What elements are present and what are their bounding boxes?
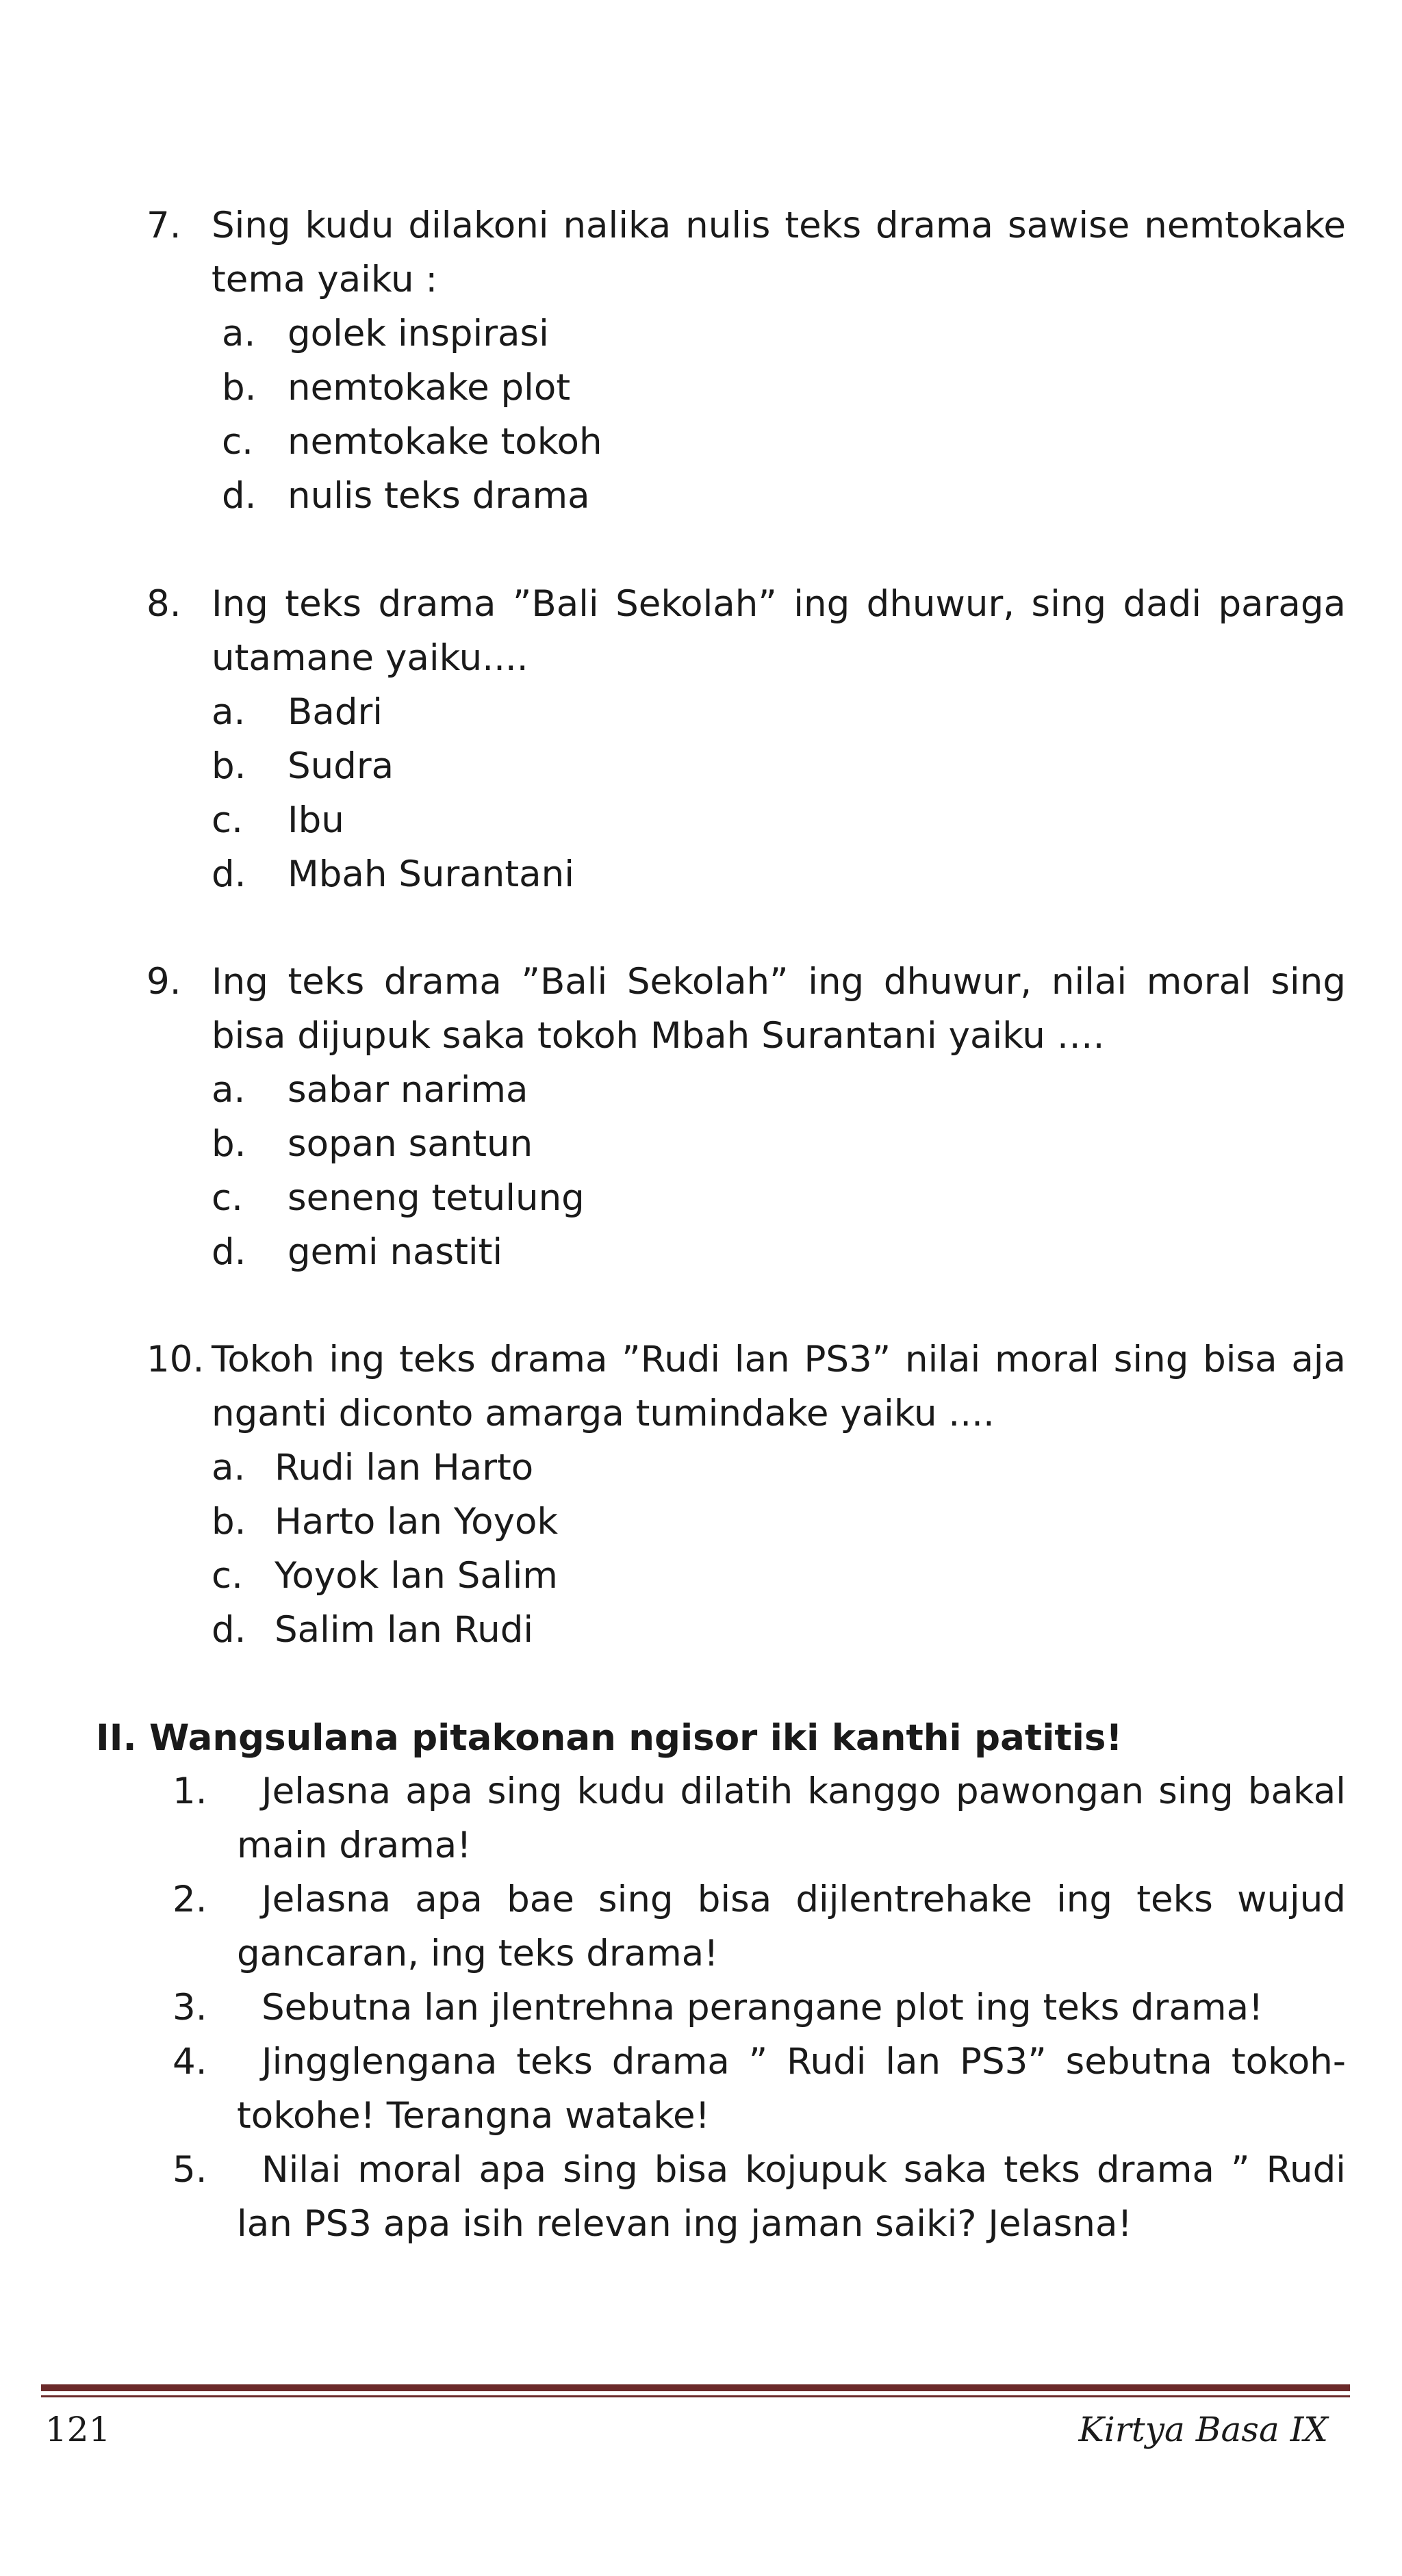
question-9	[146, 955, 1346, 1279]
option-letter: b.	[212, 1123, 246, 1165]
option-a	[146, 685, 1346, 739]
question-10	[146, 1332, 1346, 1657]
essay-text: Sebutna lan jlentrehna perangane plot ing teks drama!	[262, 1987, 1264, 2028]
option-c	[146, 1549, 1346, 1603]
option-letter: c.	[212, 1555, 243, 1597]
option-letter: a.	[212, 691, 246, 733]
option-c	[146, 1171, 1346, 1225]
option-letter: b.	[212, 1501, 246, 1543]
option-letter: a.	[212, 1447, 246, 1489]
option-d	[146, 1225, 1346, 1279]
option-d	[146, 469, 1346, 523]
option-text: Badri	[288, 691, 383, 733]
essay-text: Jingglengana teks drama ” Rudi lan PS3” sebutna tokoh-tokohe! Terangna watake!	[237, 2041, 1346, 2137]
question-number: 10.	[146, 1339, 205, 1380]
option-letter: d.	[212, 853, 246, 895]
option-letter: a.	[222, 313, 256, 355]
option-c	[146, 415, 1346, 469]
essay-question-5	[173, 2143, 1346, 2251]
option-c	[146, 793, 1346, 847]
option-letter: d.	[212, 1231, 246, 1273]
option-d	[146, 1603, 1346, 1657]
footer-divider-thin	[41, 2395, 1350, 2397]
page-number: 121	[45, 2410, 111, 2449]
option-a	[146, 307, 1346, 361]
option-text: Ibu	[288, 799, 344, 841]
question-7	[146, 198, 1346, 523]
option-list	[146, 1063, 1346, 1279]
option-list	[146, 1441, 1346, 1657]
essay-question-2	[173, 1872, 1346, 1981]
option-letter: d.	[222, 475, 257, 517]
option-letter: b.	[212, 745, 246, 787]
option-text: Yoyok lan Salim	[275, 1555, 558, 1597]
question-text: Sing kudu dilakoni nalika nulis teks drama sawise nemtokake tema yaiku :	[212, 205, 1346, 300]
question-number: 9.	[146, 961, 181, 1003]
question-number: 7.	[146, 205, 181, 246]
essay-number: 5.	[173, 2149, 207, 2191]
option-text: Rudi lan Harto	[275, 1447, 534, 1489]
option-d	[146, 847, 1346, 901]
option-letter: b.	[222, 367, 257, 409]
essay-question-4	[173, 2035, 1346, 2143]
option-text: Salim lan Rudi	[275, 1609, 534, 1651]
option-b	[146, 361, 1346, 415]
option-list	[146, 307, 1346, 523]
option-text: golek inspirasi	[288, 313, 549, 355]
option-letter: c.	[212, 799, 243, 841]
option-a	[146, 1063, 1346, 1117]
essay-number: 4.	[173, 2041, 207, 2083]
option-a	[146, 1441, 1346, 1495]
option-text: nulis teks drama	[288, 475, 590, 517]
essay-text: Jelasna apa bae sing bisa dijlentrehake ing teks wujud gancaran, ing teks drama!	[237, 1879, 1346, 1974]
section-ii-title: II. Wangsulana pitakonan ngisor iki kanthi patitis!	[96, 1717, 1123, 1759]
essay-text: Nilai moral apa sing bisa kojupuk saka teks drama ” Rudi lan PS3 apa isih relevan ing jaman saiki? Jelasna!	[237, 2149, 1346, 2245]
option-text: sopan santun	[288, 1123, 533, 1165]
option-text: seneng tetulung	[288, 1177, 585, 1219]
book-title: Kirtya Basa IX	[1078, 2410, 1328, 2449]
footer-divider-thick	[41, 2384, 1350, 2391]
option-text: Sudra	[288, 745, 394, 787]
option-text: Mbah Surantani	[288, 853, 574, 895]
option-b	[146, 1117, 1346, 1171]
question-text: Ing teks drama ”Bali Sekolah” ing dhuwur, sing dadi paraga utamane yaiku....	[212, 583, 1346, 679]
question-text: Ing teks drama ”Bali Sekolah” ing dhuwur, nilai moral sing bisa dijupuk saka tokoh Mbah Surantani yaiku ….	[212, 961, 1346, 1057]
option-text: nemtokake tokoh	[288, 421, 602, 463]
option-text: sabar narima	[288, 1069, 528, 1111]
question-8	[146, 577, 1346, 901]
option-text: nemtokake plot	[288, 367, 571, 409]
option-list	[146, 685, 1346, 901]
essay-number: 3.	[173, 1987, 207, 2028]
option-b	[146, 1495, 1346, 1549]
question-text: Tokoh ing teks drama ”Rudi lan PS3” nilai moral sing bisa aja nganti diconto amarga tumindake yaiku ....	[212, 1339, 1346, 1434]
essay-question-3	[173, 1981, 1346, 2035]
option-letter: a.	[212, 1069, 246, 1111]
question-number: 8.	[146, 583, 181, 625]
essay-number: 2.	[173, 1879, 207, 1920]
option-letter: c.	[222, 421, 253, 463]
essay-number: 1.	[173, 1770, 207, 1812]
essay-text: Jelasna apa sing kudu dilatih kanggo pawongan sing bakal main drama!	[237, 1770, 1346, 1866]
essay-question-1	[173, 1764, 1346, 1872]
option-text: gemi nastiti	[288, 1231, 503, 1273]
option-text: Harto lan Yoyok	[275, 1501, 559, 1543]
option-letter: c.	[212, 1177, 243, 1219]
option-b	[146, 739, 1346, 793]
option-letter: d.	[212, 1609, 246, 1651]
